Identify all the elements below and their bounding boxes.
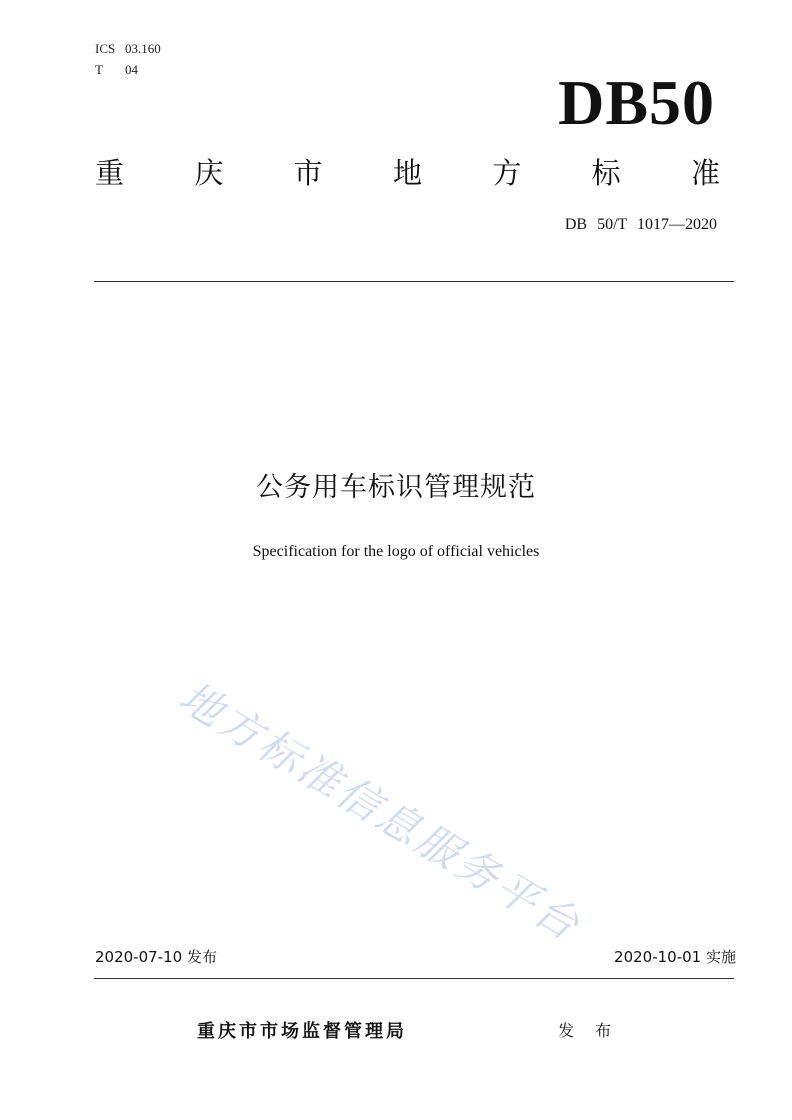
issue-date: 2020-07-10 发布 bbox=[95, 948, 217, 966]
issue-label: 发 布 bbox=[558, 1021, 620, 1040]
standard-type-heading bbox=[95, 153, 720, 193]
issuing-authority: 重庆市市场监督管理局 bbox=[197, 1021, 407, 1042]
watermark: 地方标准信息服务平台 bbox=[170, 672, 591, 951]
ics-code-line bbox=[95, 41, 161, 57]
document-title-en: Specification for the logo of official vehicles bbox=[252, 543, 540, 560]
top-divider bbox=[94, 281, 734, 282]
standard-type-char: 标 bbox=[591, 156, 621, 190]
document-title-cn: 公务用车标识管理规范 bbox=[256, 472, 536, 503]
bottom-divider bbox=[94, 978, 734, 979]
standard-type-char: 准 bbox=[690, 156, 720, 190]
standard-type-char: 重 bbox=[95, 156, 125, 190]
standard-type-char: 方 bbox=[492, 156, 522, 190]
standard-type-char: 地 bbox=[392, 156, 422, 190]
ics-value: 03.160 bbox=[125, 41, 161, 56]
standard-type-char: 市 bbox=[293, 156, 323, 190]
ccs-label: T bbox=[95, 62, 103, 77]
ccs-value: 04 bbox=[125, 62, 138, 77]
implement-date: 2020-10-01 实施 bbox=[614, 948, 736, 966]
standard-type-char: 庆 bbox=[194, 156, 224, 190]
standard-number: DB 50/T 1017—2020 bbox=[564, 216, 717, 233]
ccs-code-line bbox=[95, 62, 138, 78]
standard-logo: DB50 bbox=[558, 67, 715, 138]
ics-label: ICS bbox=[95, 41, 116, 56]
